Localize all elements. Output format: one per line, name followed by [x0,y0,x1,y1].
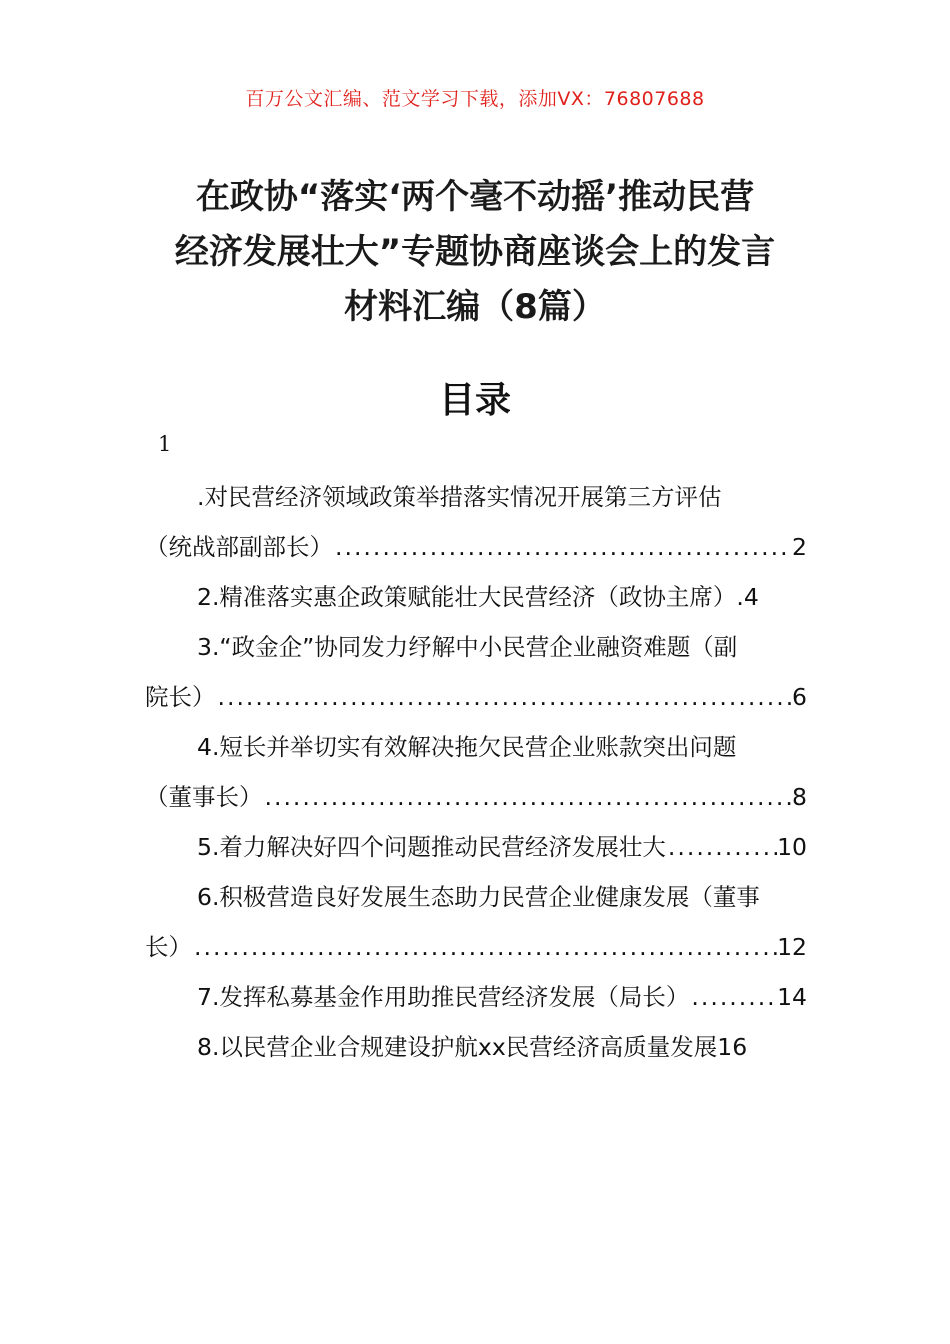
document-title [140,170,810,335]
toc-entry-title: 4.短长并举切实有效解决拖欠民营企业账款突出问题 [197,733,737,761]
toc-page-number: 8 [792,783,807,811]
toc-entry-2[interactable] [145,572,807,622]
toc-entry-3[interactable] [145,622,807,722]
toc-entry-1[interactable] [145,472,807,572]
toc-heading: 目录 [438,380,511,421]
dot-leader [216,672,793,722]
toc-page-number: 14 [777,983,807,1011]
title-line-1: 在政协“落实‘两个毫不动摇’推动民营 [195,177,755,217]
toc-entry-8[interactable] [145,1022,807,1072]
toc-marker: 1 [158,432,172,456]
toc-page-number: 12 [777,933,807,961]
dot-leader [192,922,777,972]
toc-entry-7[interactable] [145,972,807,1022]
toc-entry-title: 5.着力解决好四个问题推动民营经济发展壮大 [197,833,666,861]
title-line-2: 经济发展壮大”专题协商座谈会上的发言 [174,232,776,272]
toc-page-number: 16 [717,1033,748,1061]
toc-entry-title-cont: 院长） [145,683,216,711]
toc-entry-title: 8.以民营企业合规建设护航xx民营经济高质量发展 [197,1033,718,1061]
toc-entry-title: .对民营经济领域政策举措落实情况开展第三方评估 [197,483,722,511]
title-line-3: 材料汇编（8篇） [344,287,606,327]
toc-entry-5[interactable] [145,822,807,872]
dot-leader [263,772,793,822]
toc-entry-title-cont: （董事长） [145,783,263,811]
dot-leader [689,972,777,1022]
toc-entry-title: 7.发挥私募基金作用助推民营经济发展（局长） [197,983,690,1011]
table-of-contents [145,472,807,1072]
toc-page-number: 2 [792,533,807,561]
toc-entry-title: 2.精准落实惠企政策赋能壮大民营经济（政协主席）. [197,583,744,611]
toc-entry-title-cont: 长） [145,933,192,961]
header-note: 百万公文汇编、范文学习下载，添加VX：76807688 [245,88,705,110]
toc-page-number: 10 [777,833,807,861]
dot-leader [333,522,792,572]
toc-entry-title: 6.积极营造良好发展生态助力民营企业健康发展（董事 [197,883,760,911]
toc-entry-4[interactable] [145,722,807,822]
dot-leader [666,822,777,872]
toc-page-number: 6 [792,683,807,711]
toc-entry-title: 3.“政金企”协同发力纾解中小民营企业融资难题（副 [197,633,738,661]
toc-page-number: 4 [743,583,759,611]
toc-entry-title-cont: （统战部副部长） [145,533,333,561]
toc-entry-6[interactable] [145,872,807,972]
